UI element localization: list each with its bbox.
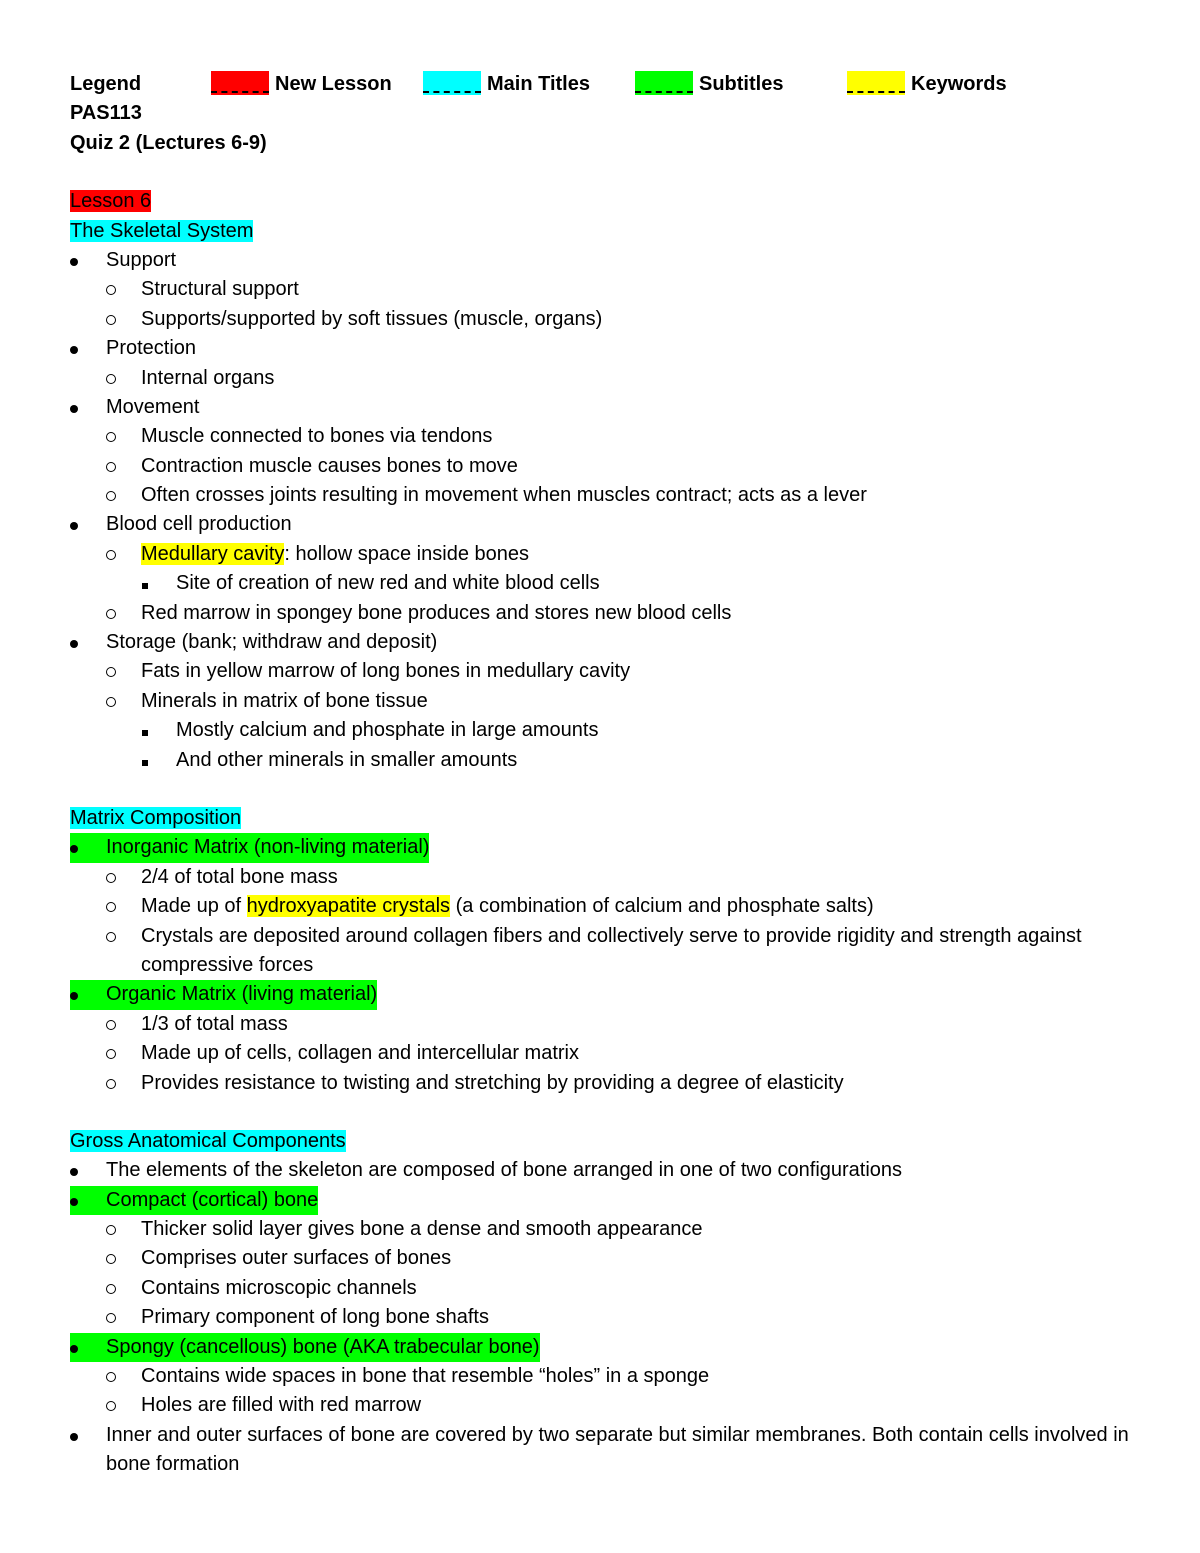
bullet-icon: [70, 992, 78, 1000]
circle-bullet-icon: [106, 697, 116, 707]
section-title-gross-anatomical-components: Gross Anatomical Components: [70, 1129, 346, 1152]
bullet-icon: [70, 845, 78, 853]
circle-bullet-icon: [106, 1049, 116, 1059]
bullet-icon: [70, 405, 78, 413]
list-item: Medullary cavity: hollow space inside bones: [70, 540, 1130, 569]
circle-bullet-icon: [106, 374, 116, 384]
circle-bullet-icon: [106, 491, 116, 501]
list-item: Red marrow in spongey bone produces and stores new blood cells: [70, 599, 1130, 628]
list-item: Support: [70, 246, 1130, 275]
list-item: Contains wide spaces in bone that resemble “holes” in a sponge: [70, 1362, 1130, 1391]
document-page: [70, 70, 1130, 1480]
list-item: Often crosses joints resulting in movement when muscles contract; acts as a lever: [70, 481, 1130, 510]
list-item: Contains microscopic channels: [70, 1274, 1130, 1303]
bullet-icon: [70, 1198, 78, 1206]
circle-bullet-icon: [106, 1254, 116, 1264]
list-item: Crystals are deposited around collagen fibers and collectively serve to provide rigidity and strength against compressive forces: [70, 922, 1130, 981]
list-item: Contraction muscle causes bones to move: [70, 452, 1130, 481]
list-item: And other minerals in smaller amounts: [70, 746, 1130, 775]
course-code: PAS113: [70, 102, 142, 125]
circle-bullet-icon: [106, 550, 116, 560]
list-item: Comprises outer surfaces of bones: [70, 1244, 1130, 1273]
circle-bullet-icon: [106, 1225, 116, 1235]
list-item: Primary component of long bone shafts: [70, 1303, 1130, 1332]
list-item: [70, 1186, 1130, 1215]
section-title-matrix-composition: Matrix Composition: [70, 806, 242, 829]
circle-bullet-icon: [106, 873, 116, 883]
list-item: Movement: [70, 393, 1130, 422]
red-swatch-icon: [211, 71, 269, 95]
circle-bullet-icon: [106, 1313, 116, 1323]
bullet-icon: [70, 1345, 78, 1353]
list-item: 2/4 of total bone mass: [70, 863, 1130, 892]
quiz-title: Quiz 2 (Lectures 6-9): [70, 131, 267, 154]
bullet-icon: [70, 640, 78, 648]
list-item: Supports/supported by soft tissues (muscle, organs): [70, 305, 1130, 334]
square-bullet-icon: [142, 730, 148, 736]
circle-bullet-icon: [106, 1372, 116, 1382]
list-item: [70, 1333, 1130, 1362]
list-item: Structural support: [70, 275, 1130, 304]
circle-bullet-icon: [106, 902, 116, 912]
circle-bullet-icon: [106, 609, 116, 619]
legend-item-subtitles: Subtitles: [635, 70, 783, 99]
circle-bullet-icon: [106, 315, 116, 325]
list-item: Made up of hydroxyapatite crystals (a combination of calcium and phosphate salts): [70, 892, 1130, 921]
subtitle-inorganic-matrix: Inorganic Matrix (non-living material): [106, 836, 430, 859]
keyword-medullary-cavity: Medullary cavity: [141, 542, 285, 565]
bullet-icon: [70, 1433, 78, 1441]
list-item: Minerals in matrix of bone tissue: [70, 687, 1130, 716]
subtitle-organic-matrix: Organic Matrix (living material): [106, 983, 378, 1006]
legend-item-new-lesson: New Lesson: [211, 70, 392, 99]
legend-item-keywords: Keywords: [847, 70, 1007, 99]
circle-bullet-icon: [106, 932, 116, 942]
list-item: Provides resistance to twisting and stretching by providing a degree of elasticity: [70, 1069, 1130, 1098]
circle-bullet-icon: [106, 1020, 116, 1030]
legend-row: [70, 70, 1130, 99]
yellow-swatch-icon: [847, 71, 905, 95]
section-title-skeletal-system: The Skeletal System: [70, 219, 254, 242]
list-item: [70, 980, 1130, 1009]
circle-bullet-icon: [106, 462, 116, 472]
list-item: Storage (bank; withdraw and deposit): [70, 628, 1130, 657]
list-item: Thicker solid layer gives bone a dense and smooth appearance: [70, 1215, 1130, 1244]
subtitle-compact-bone: Compact (cortical) bone: [106, 1188, 319, 1211]
green-swatch-icon: [635, 71, 693, 95]
circle-bullet-icon: [106, 1079, 116, 1089]
list-item: Mostly calcium and phosphate in large amounts: [70, 716, 1130, 745]
lesson-heading: Lesson 6: [70, 190, 152, 213]
list-item: Blood cell production: [70, 510, 1130, 539]
circle-bullet-icon: [106, 1284, 116, 1294]
list-item: Holes are filled with red marrow: [70, 1391, 1130, 1420]
list-item: [70, 833, 1130, 862]
square-bullet-icon: [142, 583, 148, 589]
bullet-icon: [70, 346, 78, 354]
keyword-hydroxyapatite-crystals: hydroxyapatite crystals: [246, 895, 451, 918]
circle-bullet-icon: [106, 667, 116, 677]
list-item: Internal organs: [70, 364, 1130, 393]
list-item: Made up of cells, collagen and intercellular matrix: [70, 1039, 1130, 1068]
square-bullet-icon: [142, 760, 148, 766]
list-item: Protection: [70, 334, 1130, 363]
list-item: Inner and outer surfaces of bone are covered by two separate but similar membranes. Both contain cells involved in bone formation: [70, 1421, 1130, 1480]
list-item: Site of creation of new red and white blood cells: [70, 569, 1130, 598]
list-item: The elements of the skeleton are composed of bone arranged in one of two configurations: [70, 1156, 1130, 1185]
bullet-icon: [70, 1168, 78, 1176]
cyan-swatch-icon: [423, 71, 481, 95]
circle-bullet-icon: [106, 432, 116, 442]
circle-bullet-icon: [106, 1401, 116, 1411]
circle-bullet-icon: [106, 285, 116, 295]
list-item: 1/3 of total mass: [70, 1010, 1130, 1039]
bullet-icon: [70, 522, 78, 530]
legend-item-main-titles: Main Titles: [423, 70, 590, 99]
legend-label: Legend: [70, 73, 142, 95]
bullet-icon: [70, 258, 78, 266]
subtitle-spongy-bone: Spongy (cancellous) bone (AKA trabecular bone): [106, 1335, 540, 1358]
list-item: Muscle connected to bones via tendons: [70, 422, 1130, 451]
list-item: Fats in yellow marrow of long bones in medullary cavity: [70, 657, 1130, 686]
